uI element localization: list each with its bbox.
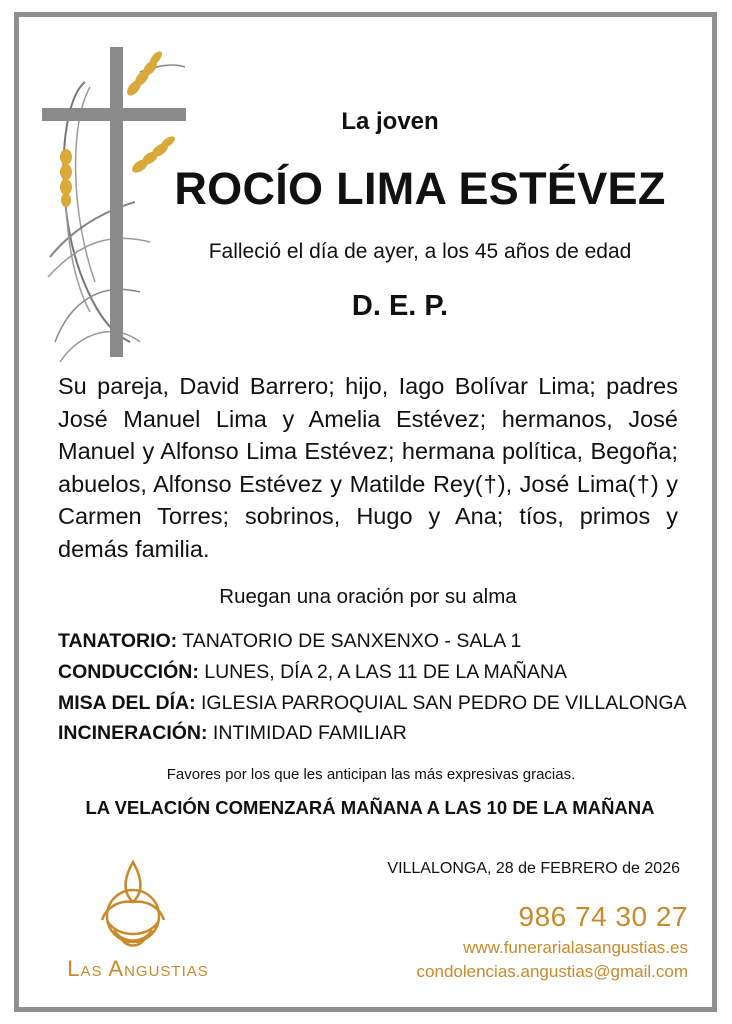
email-link[interactable]: condolencias.angustias@gmail.com [416, 962, 688, 981]
service-label: MISA DEL DÍA: [58, 692, 196, 714]
service-value: LUNES, DÍA 2, A LAS 11 DE LA MAÑANA [198, 661, 567, 683]
brand-name: Las Angustias [67, 956, 209, 981]
service-label: INCINERACIÓN: [58, 722, 208, 744]
service-label: TANATORIO: [58, 630, 178, 652]
date-line: VILLALONGA, 28 de FEBRERO de 2026 [387, 860, 680, 877]
prayer-line: Ruegan una oración por su alma [219, 585, 517, 608]
candle-flame-logo-icon [88, 858, 178, 950]
service-row-conduccion [58, 661, 688, 684]
service-value: TANATORIO DE SANXENXO - SALA 1 [177, 630, 522, 652]
service-row-incineracion [58, 722, 688, 745]
dep-label: D. E. P. [351, 290, 449, 322]
service-row-misa [58, 692, 688, 715]
service-row-tanatorio [58, 630, 688, 653]
service-label: CONDUCCIÓN: [58, 661, 199, 683]
family-text: Su pareja, David Barrero; hijo, Iago Bolívar Lima; padres José Manuel Lima y Amelia Estévez; hermanos, José Manuel y Alfonso Lima Estévez; hermana política, Begoña; abuelos, Alfonso Estévez y Matilde Rey(†), José Lima(†) y Carmen Torres; sobrinos, Hugo y Ana; tíos, primos y demás familia. [58, 373, 678, 562]
death-announcement: Falleció el día de ayer, a los 45 años de edad [208, 240, 632, 263]
website-link[interactable]: www.funerarialasangustias.es [463, 938, 688, 957]
phone-number: 986 74 30 27 [518, 901, 688, 932]
service-value: INTIMIDAD FAMILIAR [207, 722, 407, 744]
deceased-name: ROCÍO LIMA ESTÉVEZ [174, 163, 666, 214]
wake-notice: LA VELACIÓN COMENZARÁ MAÑANA A LAS 10 DE LA MAÑANA [85, 797, 655, 818]
thanks-line: Favores por los que les anticipan las más expresivas gracias. [166, 766, 576, 783]
service-value: IGLESIA PARROQUIAL SAN PEDRO DE VILLALONGA [195, 692, 687, 714]
heading-label: La joven [341, 108, 439, 135]
